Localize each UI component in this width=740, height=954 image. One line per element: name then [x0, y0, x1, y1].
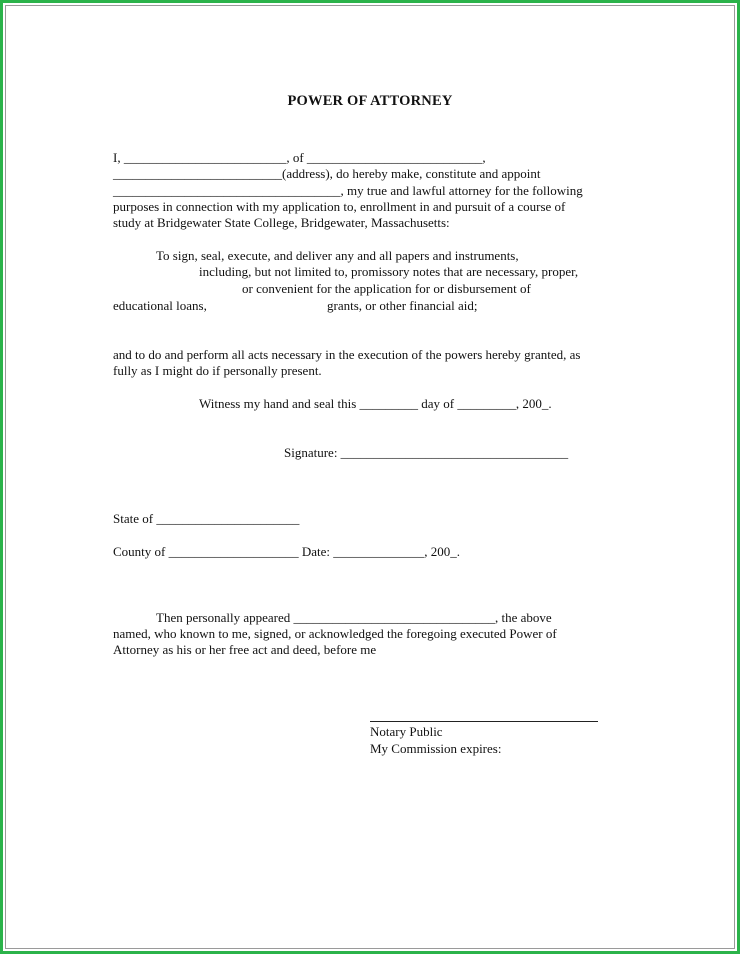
attorney-line: ___________________________________, my true and lawful attorney for the following [113, 183, 583, 198]
notary-title: Notary Public [370, 724, 443, 739]
powers-line-2: including, but not limited to, promissory notes that are necessary, proper, [199, 264, 579, 279]
document-page [5, 5, 735, 949]
acts-line-2: fully as I might do if personally present. [113, 363, 322, 378]
witness-line: Witness my hand and seal this _________ day of _________, 200_. [199, 396, 552, 411]
purpose-line: purposes in connection with my application to, enrollment in and pursuit of a course of [113, 199, 566, 214]
appeared-line-3: Attorney as his or her free act and deed, before me [113, 642, 377, 657]
powers-line-4b: grants, or other financial aid; [327, 298, 478, 313]
powers-line-1: To sign, seal, execute, and deliver any and all papers and instruments, [156, 248, 519, 263]
appeared-line-1: Then personally appeared _______________________________, the above [156, 610, 552, 625]
appeared-line-2: named, who known to me, signed, or acknowledged the foregoing executed Power of [113, 626, 557, 641]
notary-signature-rule [370, 721, 598, 722]
powers-line-3: or convenient for the application for or disbursement of [242, 281, 531, 296]
powers-line-4a: educational loans, [113, 298, 207, 313]
acts-line-1: and to do and perform all acts necessary in the execution of the powers hereby granted, as [113, 347, 581, 362]
county-date-line: County of ____________________ Date: ______________, 200_. [113, 544, 461, 559]
grantor-line: I, _________________________, of ___________________________, [113, 150, 486, 165]
notary-commission: My Commission expires: [370, 741, 502, 756]
address-line: __________________________(address), do hereby make, constitute and appoint [113, 166, 541, 181]
college-line: study at Bridgewater State College, Bridgewater, Massachusetts: [113, 215, 450, 230]
document-title: POWER OF ATTORNEY [287, 93, 453, 109]
state-line: State of ______________________ [113, 511, 300, 526]
signature-line: Signature: ___________________________________ [284, 445, 569, 460]
